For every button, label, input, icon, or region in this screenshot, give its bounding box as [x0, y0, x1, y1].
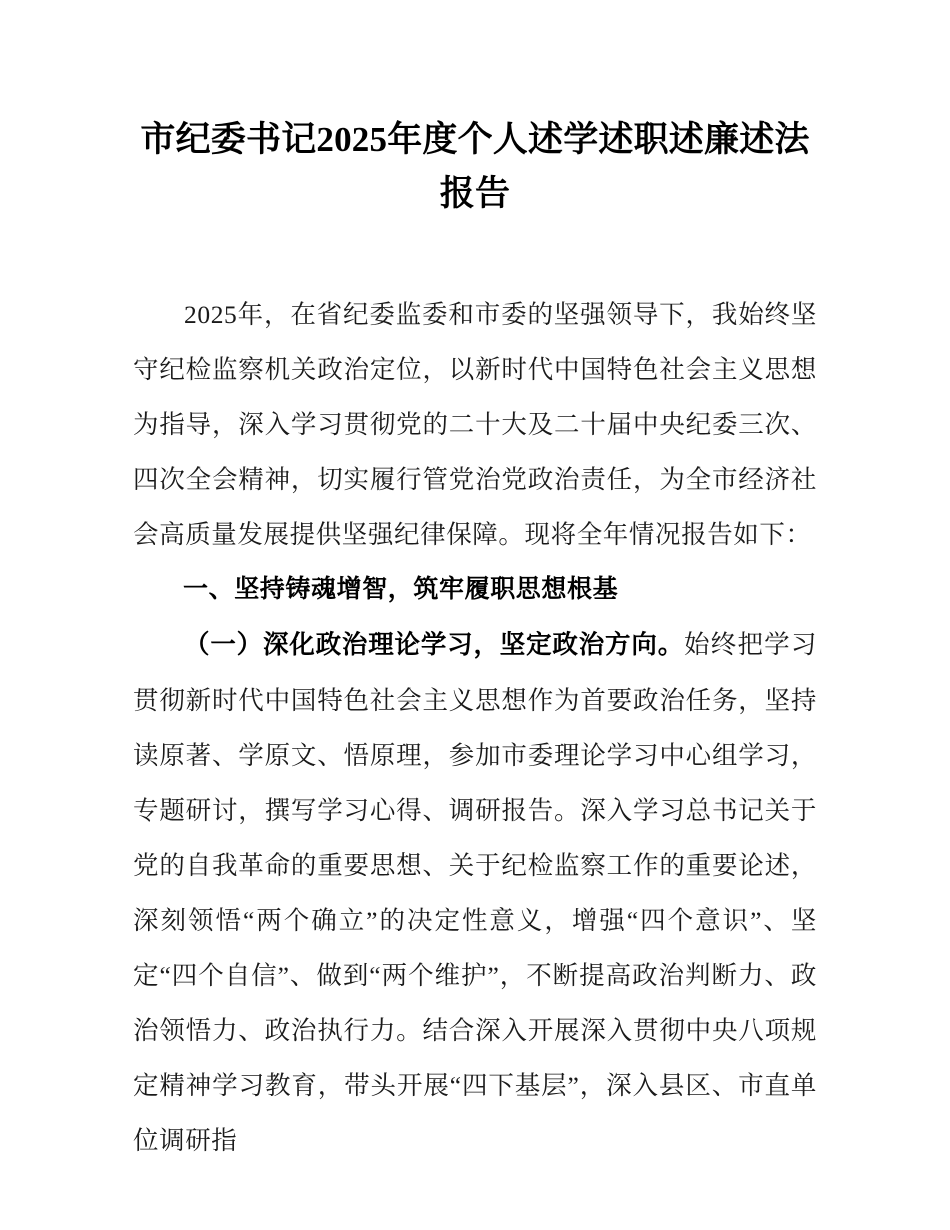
section-heading-1: 一、坚持铸魂增智，筑牢履职思想根基: [183, 575, 619, 603]
subsection-lead-label: （一）深化政治理论学习，坚定政治方向。: [184, 631, 685, 659]
page-title: 市纪委书记2025年度个人述学述职述廉述法报告: [140, 120, 810, 213]
paragraph-intro: 2025年，在省纪委监委和市委的坚强领导下，我始终坚守纪检监察机关政治定位，以新时代中国特色社会主义思想为指导，深入学习贯彻党的二十大及二十届中央纪委三次、四次全会精神，切实履行管党治党政治责任，为全市经济社会高质量发展提供坚强纪律保障。现将全年情况报告如下：: [133, 300, 817, 549]
paragraph-subsection-1: [133, 617, 817, 1168]
subsection-body-text: 始终把学习贯彻新时代中国特色社会主义思想作为首要政治任务，坚持读原著、学原文、悟原理，参加市委理论学习中心组学习，专题研讨，撰写学习心得、调研报告。深入学习总书记关于党的自我革命的重要思想、关于纪检监察工作的重要论述，深刻领悟“两个确立”的决定性意义，增强“四个意识”、坚定“四个自信”、做到“两个维护”，不断提高政治判断力、政治领悟力、政治执行力。结合深入开展深入贯彻中央八项规定精神学习教育，带头开展“四下基层”，深入县区、市直单位调研指: [133, 630, 817, 1155]
